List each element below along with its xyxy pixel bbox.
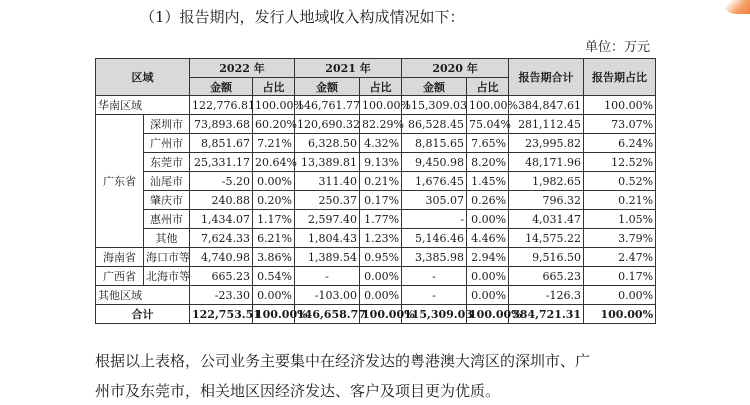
value-cell: 6.24% — [584, 134, 656, 153]
value-cell: 1.05% — [584, 210, 656, 229]
value-cell: 7,624.33 — [190, 229, 253, 248]
value-cell: 1.23% — [360, 229, 402, 248]
value-cell: 3.86% — [253, 248, 295, 267]
value-cell: 0.00% — [253, 172, 295, 191]
total-value: 100.00% — [467, 305, 509, 324]
value-cell: 8,851.67 — [190, 134, 253, 153]
value-cell: 281,112.45 — [509, 115, 584, 134]
value-cell: 100.00% — [584, 96, 656, 115]
city-cell: 广州市 — [144, 134, 190, 153]
province-cell: 广东省 — [96, 115, 144, 248]
value-cell: - — [295, 267, 360, 286]
city-cell: 海口市等 — [144, 248, 190, 267]
table-row — [96, 267, 656, 286]
total-value: 146,658.77 — [295, 305, 360, 324]
value-cell: 82.29% — [360, 115, 402, 134]
unit-label: 单位：万元 — [584, 40, 650, 55]
value-cell: 115,309.03 — [402, 96, 467, 115]
header-ratio: 占比 — [360, 78, 402, 96]
value-cell: 48,171.96 — [509, 153, 584, 172]
table-row — [96, 115, 656, 134]
value-cell: 0.21% — [360, 172, 402, 191]
header-share: 报告期占比 — [584, 59, 656, 96]
value-cell: 9,450.98 — [402, 153, 467, 172]
value-cell: 100.00% — [253, 96, 295, 115]
table-row — [96, 210, 656, 229]
value-cell: 86,528.45 — [402, 115, 467, 134]
value-cell: 0.17% — [584, 267, 656, 286]
table-row — [96, 134, 656, 153]
value-cell: 796.32 — [509, 191, 584, 210]
value-cell: 311.40 — [295, 172, 360, 191]
city-cell: 其他 — [144, 229, 190, 248]
value-cell: -103.00 — [295, 286, 360, 305]
value-cell: 100.00% — [467, 96, 509, 115]
value-cell: 665.23 — [190, 267, 253, 286]
value-cell: 0.21% — [584, 191, 656, 210]
value-cell: 0.54% — [253, 267, 295, 286]
province-cell: 海南省 — [96, 248, 144, 267]
total-value: 122,753.51 — [190, 305, 253, 324]
value-cell: 240.88 — [190, 191, 253, 210]
value-cell: 8.20% — [467, 153, 509, 172]
city-cell: 惠州市 — [144, 210, 190, 229]
header-2022: 2022 年 — [190, 59, 295, 78]
value-cell: 0.26% — [467, 191, 509, 210]
value-cell: 1.77% — [360, 210, 402, 229]
value-cell: -23.30 — [190, 286, 253, 305]
value-cell: 20.64% — [253, 153, 295, 172]
value-cell: -126.3 — [509, 286, 584, 305]
summary-paragraph-line-2: 州市及东莞市，相关地区因经济发达、客户及项目更为优质。 — [95, 382, 501, 400]
value-cell: 4.46% — [467, 229, 509, 248]
value-cell: - — [402, 267, 467, 286]
value-cell: 13,389.81 — [295, 153, 360, 172]
value-cell: -5.20 — [190, 172, 253, 191]
value-cell: 9,516.50 — [509, 248, 584, 267]
value-cell: 6.21% — [253, 229, 295, 248]
value-cell: 6,328.50 — [295, 134, 360, 153]
value-cell: 1,676.45 — [402, 172, 467, 191]
total-value: 115,309.03 — [402, 305, 467, 324]
value-cell: - — [402, 286, 467, 305]
table-row — [96, 248, 656, 267]
value-cell: 0.00% — [467, 267, 509, 286]
city-cell: 东莞市 — [144, 153, 190, 172]
value-cell: 1,434.07 — [190, 210, 253, 229]
header-2020: 2020 年 — [402, 59, 509, 78]
region-cell: 华南区域 — [96, 96, 190, 115]
table-row — [96, 229, 656, 248]
city-cell: 肇庆市 — [144, 191, 190, 210]
province-cell: 广西省 — [96, 267, 144, 286]
city-cell: 汕尾市 — [144, 172, 190, 191]
value-cell: 146,761.77 — [295, 96, 360, 115]
city-cell: 北海市等 — [144, 267, 190, 286]
value-cell: 0.20% — [253, 191, 295, 210]
value-cell: 0.00% — [467, 210, 509, 229]
value-cell: 0.52% — [584, 172, 656, 191]
total-value: 100.00% — [584, 305, 656, 324]
value-cell: 384,847.61 — [509, 96, 584, 115]
value-cell: 73,893.68 — [190, 115, 253, 134]
value-cell: 8,815.65 — [402, 134, 467, 153]
table-row — [96, 153, 656, 172]
value-cell: 0.95% — [360, 248, 402, 267]
value-cell: 9.13% — [360, 153, 402, 172]
value-cell: 1,804.43 — [295, 229, 360, 248]
value-cell: 4,031.47 — [509, 210, 584, 229]
total-row — [96, 305, 656, 324]
value-cell: 305.07 — [402, 191, 467, 210]
value-cell: 3.79% — [584, 229, 656, 248]
region-cell: 其他区域 — [96, 286, 190, 305]
value-cell: 7.21% — [253, 134, 295, 153]
header-region: 区域 — [96, 59, 190, 96]
header-amount: 金额 — [190, 78, 253, 96]
value-cell: 122,776.81 — [190, 96, 253, 115]
value-cell: 2.47% — [584, 248, 656, 267]
value-cell: 1.45% — [467, 172, 509, 191]
summary-paragraph-line-1: 根据以上表格，公司业务主要集中在经济发达的粤港澳大湾区的深圳市、广 — [95, 352, 591, 370]
value-cell: - — [402, 210, 467, 229]
total-value: 384,721.31 — [509, 305, 584, 324]
value-cell: 60.20% — [253, 115, 295, 134]
value-cell: 1,389.54 — [295, 248, 360, 267]
value-cell: 250.37 — [295, 191, 360, 210]
value-cell: 25,331.17 — [190, 153, 253, 172]
value-cell: 1,982.65 — [509, 172, 584, 191]
total-label: 合计 — [96, 305, 190, 324]
value-cell: 75.04% — [467, 115, 509, 134]
value-cell: 2,597.40 — [295, 210, 360, 229]
table-row — [96, 172, 656, 191]
table-row — [96, 96, 656, 115]
header-amount: 金额 — [295, 78, 360, 96]
total-value: 100.00% — [253, 305, 295, 324]
table-row — [96, 191, 656, 210]
value-cell: 120,690.32 — [295, 115, 360, 134]
regional-revenue-table — [95, 58, 656, 324]
header-ratio: 占比 — [253, 78, 295, 96]
value-cell: 14,575.22 — [509, 229, 584, 248]
value-cell: 4,740.98 — [190, 248, 253, 267]
value-cell: 100.00% — [360, 96, 402, 115]
value-cell: 0.00% — [584, 286, 656, 305]
value-cell: 0.00% — [253, 286, 295, 305]
header-2021: 2021 年 — [295, 59, 402, 78]
value-cell: 7.65% — [467, 134, 509, 153]
header-amount: 金额 — [402, 78, 467, 96]
total-value: 100.00% — [360, 305, 402, 324]
value-cell: 0.00% — [360, 267, 402, 286]
value-cell: 12.52% — [584, 153, 656, 172]
value-cell: 0.00% — [360, 286, 402, 305]
value-cell: 0.17% — [360, 191, 402, 210]
value-cell: 73.07% — [584, 115, 656, 134]
value-cell: 665.23 — [509, 267, 584, 286]
value-cell: 1.17% — [253, 210, 295, 229]
value-cell: 5,146.46 — [402, 229, 467, 248]
value-cell: 2.94% — [467, 248, 509, 267]
city-cell: 深圳市 — [144, 115, 190, 134]
header-total: 报告期合计 — [509, 59, 584, 96]
value-cell: 4.32% — [360, 134, 402, 153]
corner-decoration — [722, 0, 750, 14]
value-cell: 0.00% — [467, 286, 509, 305]
header-ratio: 占比 — [467, 78, 509, 96]
value-cell: 3,385.98 — [402, 248, 467, 267]
value-cell: 23,995.82 — [509, 134, 584, 153]
table-row — [96, 286, 656, 305]
intro-text: （1）报告期内，发行人地域收入构成情况如下： — [140, 8, 465, 26]
